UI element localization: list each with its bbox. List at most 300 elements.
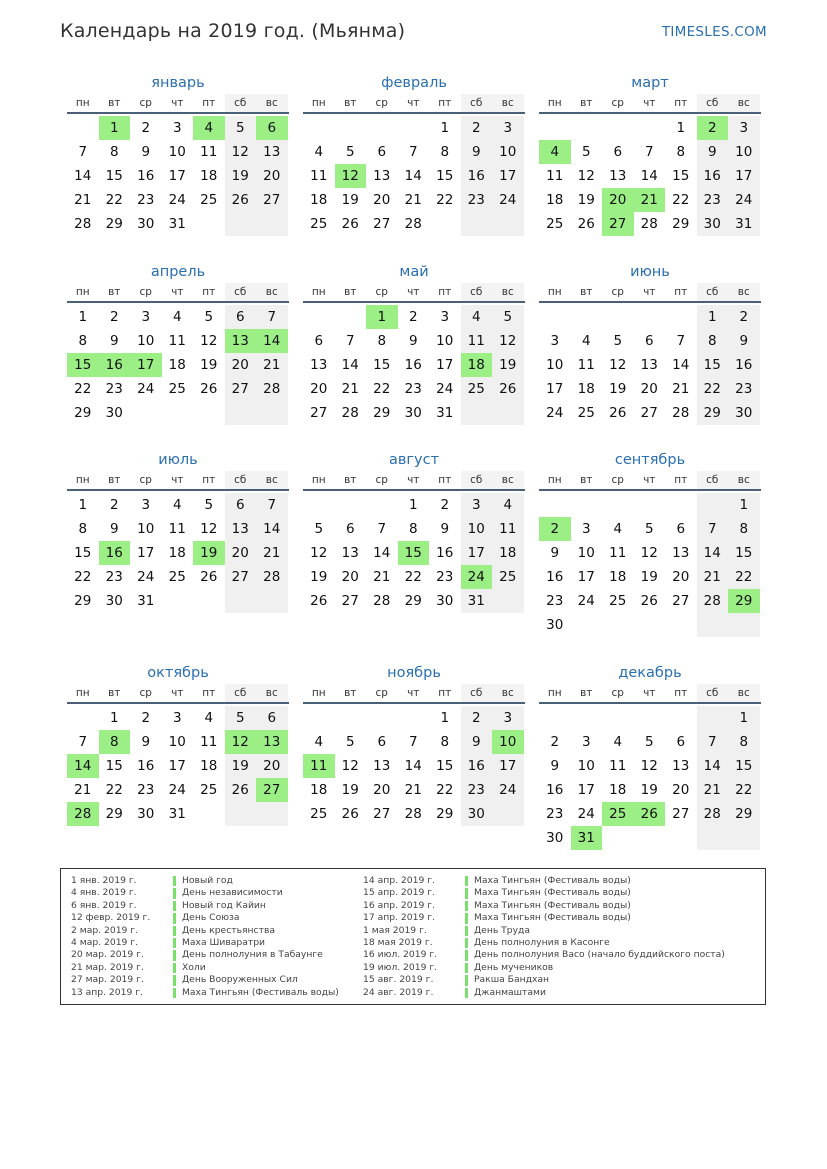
weekday-label: сб [225, 94, 257, 112]
legend-column-left [71, 875, 339, 999]
day-cell: 22 [672, 192, 690, 208]
day-cell: 10 [137, 521, 155, 537]
empty-day-cell [539, 706, 571, 730]
day-cell: 10 [546, 357, 564, 373]
legend-date: 20 мар. 2019 г. [71, 949, 144, 961]
day-cell: 14 [404, 168, 422, 184]
week-row [303, 377, 525, 401]
month-name: октябрь [147, 665, 209, 681]
weekday-label: вт [580, 286, 593, 298]
month-weeks [67, 114, 289, 236]
day-cell: 22 [105, 782, 123, 798]
day-cell: 28 [697, 802, 729, 826]
day-cell: 24 [492, 188, 524, 212]
empty-day-cell [492, 802, 524, 826]
legend-marker [173, 888, 176, 898]
day-cell: 10 [168, 734, 186, 750]
legend-date: 6 янв. 2019 г. [71, 899, 137, 911]
day-cell: 10 [492, 140, 524, 164]
day-cell: 4 [204, 710, 214, 726]
empty-day-cell [398, 116, 430, 140]
day-cell: 22 [373, 381, 391, 397]
legend-holiday-name: Новый год Кайин [182, 899, 266, 911]
day-cell: 9 [408, 333, 418, 349]
month-9 [539, 449, 761, 637]
day-cell: 17 [137, 545, 155, 561]
week-row [67, 353, 289, 377]
day-cell: 30 [728, 401, 760, 425]
weekday-header [67, 283, 289, 303]
day-cell: 16 [728, 353, 760, 377]
day-cell: 17 [492, 754, 524, 778]
legend-date: 1 мая 2019 г. [363, 924, 427, 936]
day-cell: 25 [461, 377, 493, 401]
legend-row [71, 949, 339, 961]
legend-date: 15 авг. 2019 г. [363, 974, 434, 986]
day-cell: 22 [436, 782, 454, 798]
day-cell: 3 [492, 116, 524, 140]
day-cell: 9 [109, 333, 119, 349]
day-cell: 6 [225, 305, 257, 329]
day-cell: 28 [341, 405, 359, 421]
month-name: ноябрь [387, 665, 441, 681]
day-cell: 20 [225, 353, 257, 377]
day-cell: 18 [577, 381, 595, 397]
day-cell: 27 [640, 405, 658, 421]
weekday-label: ср [375, 286, 388, 298]
week-row [67, 188, 289, 212]
legend-column-right [363, 875, 725, 999]
day-cell: 29 [404, 593, 422, 609]
day-cell: 21 [697, 565, 729, 589]
weekday-label: чт [171, 687, 184, 699]
weekday-label: вт [108, 474, 121, 486]
month-name: август [388, 452, 440, 468]
day-cell: 24 [492, 778, 524, 802]
week-row [67, 212, 289, 236]
day-cell: 17 [577, 569, 595, 585]
legend-date: 14 апр. 2019 г. [363, 875, 435, 886]
day-cell: 16 [137, 758, 155, 774]
empty-day-cell [602, 116, 634, 140]
empty-day-cell [697, 706, 729, 730]
legend-holiday-name: Ракша Бандхан [474, 974, 550, 986]
legend-row [363, 912, 725, 924]
day-cell: 16 [697, 164, 729, 188]
day-cell: 15 [728, 541, 760, 565]
weekday-label: вс [728, 94, 760, 112]
weekday-label: вс [256, 283, 288, 301]
empty-day-cell [665, 706, 697, 730]
legend-row [363, 925, 725, 937]
legend-marker [465, 913, 468, 923]
day-cell: 18 [310, 782, 328, 798]
day-cell: 12 [640, 758, 658, 774]
day-cell: 9 [550, 545, 560, 561]
empty-day-cell [256, 802, 288, 826]
empty-day-cell [335, 305, 367, 329]
week-row [67, 802, 289, 826]
day-cell: 5 [314, 521, 324, 537]
day-cell: 2 [141, 710, 151, 726]
week-row [539, 589, 761, 613]
legend-marker [465, 975, 468, 985]
day-cell: 12 [492, 329, 524, 353]
empty-day-cell [193, 401, 225, 425]
day-cell: 13 [225, 517, 257, 541]
month-1 [67, 72, 289, 236]
week-row [67, 565, 289, 589]
day-cell: 24 [137, 381, 155, 397]
day-cell: 5 [225, 706, 257, 730]
day-cell: 1 [728, 493, 760, 517]
empty-day-cell [303, 305, 335, 329]
month-weeks [303, 114, 525, 236]
empty-day-cell [602, 493, 634, 517]
weekday-label: ср [139, 474, 152, 486]
day-cell: 2 [109, 497, 119, 513]
day-cell: 7 [697, 517, 729, 541]
day-cell: 27 [225, 377, 257, 401]
week-row [539, 802, 761, 826]
day-cell: 14 [640, 168, 658, 184]
empty-day-cell [634, 116, 666, 140]
weekday-label: пт [202, 286, 216, 298]
empty-day-cell [697, 613, 729, 637]
day-cell: 22 [728, 778, 760, 802]
weekday-header [539, 94, 761, 114]
day-cell: 15 [105, 168, 123, 184]
day-cell: 6 [613, 144, 623, 160]
day-cell: 6 [676, 521, 686, 537]
empty-day-cell [162, 589, 194, 613]
day-cell: 27 [310, 405, 328, 421]
weekday-header [303, 471, 525, 491]
site-link[interactable]: TIMESLES.COM [661, 24, 767, 40]
day-cell: 12 [200, 333, 218, 349]
weekday-label: сб [461, 684, 493, 702]
empty-day-cell [539, 116, 571, 140]
day-cell: 3 [141, 309, 151, 325]
legend-holiday-name: День Труда [474, 924, 531, 936]
day-cell: 15 [697, 353, 729, 377]
day-cell: 18 [310, 192, 328, 208]
week-row [539, 493, 761, 517]
month-weeks [67, 704, 289, 826]
day-cell: 15 [672, 168, 690, 184]
day-cell: 12 [310, 545, 328, 561]
day-cell: 17 [436, 357, 454, 373]
weekday-label: вт [580, 97, 593, 109]
day-cell: 4 [613, 734, 623, 750]
weekday-label: вт [344, 687, 357, 699]
empty-day-cell [697, 826, 729, 850]
day-cell: 17 [461, 541, 493, 565]
weekday-label: ср [375, 687, 388, 699]
empty-day-cell [335, 116, 367, 140]
legend-holiday-name: День Вооруженных Сил [182, 974, 298, 986]
day-cell: 30 [546, 830, 564, 846]
empty-day-cell [335, 493, 367, 517]
week-row [303, 706, 525, 730]
day-cell: 22 [728, 565, 760, 589]
holiday-day-cell: 19 [193, 541, 225, 565]
day-cell: 3 [141, 497, 151, 513]
week-row [539, 730, 761, 754]
day-cell: 2 [461, 706, 493, 730]
day-cell: 20 [640, 381, 658, 397]
day-cell: 5 [613, 333, 623, 349]
day-cell: 31 [168, 806, 186, 822]
empty-day-cell [67, 706, 99, 730]
day-cell: 23 [404, 381, 422, 397]
week-row [67, 589, 289, 613]
day-cell: 15 [74, 545, 92, 561]
empty-day-cell [728, 613, 760, 637]
legend-marker [465, 926, 468, 936]
day-cell: 22 [436, 192, 454, 208]
day-cell: 4 [314, 144, 324, 160]
empty-day-cell [634, 706, 666, 730]
day-cell: 24 [728, 188, 760, 212]
week-row [539, 541, 761, 565]
day-cell: 7 [697, 730, 729, 754]
day-cell: 14 [697, 541, 729, 565]
day-cell: 13 [256, 140, 288, 164]
weekday-label: вт [344, 474, 357, 486]
legend-marker [465, 988, 468, 998]
day-cell: 21 [74, 192, 92, 208]
day-cell: 9 [141, 144, 151, 160]
weekday-label: пт [202, 474, 216, 486]
empty-day-cell [67, 116, 99, 140]
day-cell: 23 [461, 778, 493, 802]
day-cell: 7 [256, 493, 288, 517]
day-cell: 30 [436, 593, 454, 609]
legend-holiday-name: День независимости [182, 887, 283, 899]
legend-date: 12 февр. 2019 г. [71, 912, 151, 924]
day-cell: 17 [577, 782, 595, 798]
month-name: декабрь [618, 665, 682, 681]
month-weeks [303, 704, 525, 826]
day-cell: 29 [74, 593, 92, 609]
day-cell: 8 [728, 517, 760, 541]
holiday-day-cell: 21 [634, 188, 666, 212]
weekday-label: вт [108, 97, 121, 109]
day-cell: 10 [168, 144, 186, 160]
day-cell: 25 [546, 216, 564, 232]
day-cell: 13 [672, 545, 690, 561]
day-cell: 27 [373, 216, 391, 232]
day-cell: 3 [461, 493, 493, 517]
day-cell: 13 [373, 168, 391, 184]
month-weeks [67, 491, 289, 613]
holiday-day-cell: 11 [303, 754, 335, 778]
legend-date: 16 апр. 2019 г. [363, 899, 435, 911]
empty-day-cell [665, 826, 697, 850]
week-row [539, 188, 761, 212]
day-cell: 28 [404, 806, 422, 822]
day-cell: 6 [676, 734, 686, 750]
day-cell: 29 [436, 806, 454, 822]
week-row [303, 802, 525, 826]
weekday-label: пт [674, 97, 688, 109]
day-cell: 5 [581, 144, 591, 160]
legend-row [71, 974, 339, 986]
legend-row [363, 937, 725, 949]
day-cell: 26 [310, 593, 328, 609]
day-cell: 19 [200, 357, 218, 373]
holiday-day-cell: 4 [539, 140, 571, 164]
legend-holiday-name: День Союза [182, 912, 240, 924]
day-cell: 3 [581, 734, 591, 750]
day-cell: 23 [461, 188, 493, 212]
holiday-day-cell: 27 [256, 778, 288, 802]
legend-date: 15 апр. 2019 г. [363, 887, 435, 899]
day-cell: 12 [200, 521, 218, 537]
weekday-label: вс [492, 471, 524, 489]
day-cell: 17 [546, 381, 564, 397]
day-cell: 28 [404, 216, 422, 232]
day-cell: 14 [697, 754, 729, 778]
empty-day-cell [602, 305, 634, 329]
weekday-label: пн [311, 286, 326, 298]
day-cell: 3 [440, 309, 450, 325]
day-cell: 2 [440, 497, 450, 513]
weekday-label: пн [547, 286, 562, 298]
holiday-day-cell: 15 [67, 353, 99, 377]
day-cell: 9 [461, 140, 493, 164]
day-cell: 26 [200, 569, 218, 585]
week-row [67, 377, 289, 401]
day-cell: 3 [492, 706, 524, 730]
legend-holiday-name: Джанмаштами [474, 986, 546, 998]
day-cell: 3 [581, 521, 591, 537]
holiday-day-cell: 1 [366, 305, 398, 329]
month-7 [67, 449, 289, 613]
weekday-label: вс [492, 684, 524, 702]
day-cell: 4 [613, 521, 623, 537]
day-cell: 8 [408, 521, 418, 537]
weekday-label: сб [697, 471, 729, 489]
day-cell: 19 [225, 754, 257, 778]
day-cell: 21 [74, 782, 92, 798]
day-cell: 30 [546, 617, 564, 633]
day-cell: 6 [314, 333, 324, 349]
legend-row [71, 925, 339, 937]
holiday-day-cell: 12 [335, 164, 367, 188]
weekday-label: вт [344, 97, 357, 109]
day-cell: 13 [341, 545, 359, 561]
weekday-label: чт [643, 687, 656, 699]
weekday-label: ср [611, 687, 624, 699]
week-row [67, 754, 289, 778]
empty-day-cell [303, 116, 335, 140]
day-cell: 23 [137, 782, 155, 798]
weekday-label: чт [171, 286, 184, 298]
day-cell: 25 [577, 405, 595, 421]
holiday-day-cell: 16 [99, 541, 131, 565]
week-row [539, 116, 761, 140]
weekday-label: ср [375, 97, 388, 109]
week-row [67, 541, 289, 565]
day-cell: 27 [225, 565, 257, 589]
day-cell: 13 [640, 357, 658, 373]
day-cell: 29 [74, 405, 92, 421]
day-cell: 26 [225, 188, 257, 212]
legend-date: 2 мар. 2019 г. [71, 924, 139, 936]
day-cell: 18 [168, 357, 186, 373]
day-cell: 25 [310, 806, 328, 822]
day-cell: 8 [440, 734, 450, 750]
month-name: февраль [381, 75, 447, 91]
day-cell: 12 [341, 758, 359, 774]
day-cell: 18 [168, 545, 186, 561]
day-cell: 21 [672, 381, 690, 397]
legend-date: 27 мар. 2019 г. [71, 974, 144, 986]
weekday-label: пт [202, 97, 216, 109]
legend-holiday-name: День полнолуния в Табаунге [182, 949, 323, 961]
day-cell: 21 [341, 381, 359, 397]
weekday-label: пн [75, 97, 90, 109]
month-5 [303, 261, 525, 425]
legend-row [363, 962, 725, 974]
day-cell: 24 [546, 405, 564, 421]
day-cell: 5 [204, 309, 214, 325]
day-cell: 29 [373, 405, 391, 421]
empty-day-cell [665, 613, 697, 637]
empty-day-cell [571, 613, 603, 637]
day-cell: 8 [676, 144, 686, 160]
week-row [67, 116, 289, 140]
legend-holiday-name: День полнолуния в Касонге [474, 936, 610, 948]
weekday-label: чт [407, 687, 420, 699]
legend-row [71, 900, 339, 912]
legend-marker [173, 950, 176, 960]
weekday-label: вс [728, 283, 760, 301]
legend-row [71, 937, 339, 949]
day-cell: 23 [546, 593, 564, 609]
day-cell: 21 [256, 541, 288, 565]
day-cell: 15 [373, 357, 391, 373]
legend-marker [173, 876, 176, 886]
day-cell: 7 [676, 333, 686, 349]
holiday-day-cell: 17 [130, 353, 162, 377]
day-cell: 9 [550, 758, 560, 774]
day-cell: 16 [404, 357, 422, 373]
legend-row [71, 962, 339, 974]
empty-day-cell [571, 305, 603, 329]
day-cell: 4 [172, 309, 182, 325]
holiday-day-cell: 29 [728, 589, 760, 613]
empty-day-cell [665, 493, 697, 517]
day-cell: 31 [728, 212, 760, 236]
week-row [303, 589, 525, 613]
week-row [539, 401, 761, 425]
day-cell: 1 [78, 497, 88, 513]
weekday-label: вс [728, 471, 760, 489]
day-cell: 11 [200, 144, 218, 160]
day-cell: 20 [672, 569, 690, 585]
weekday-label: ср [139, 286, 152, 298]
day-cell: 19 [341, 782, 359, 798]
month-10 [67, 662, 289, 826]
week-row [67, 164, 289, 188]
day-cell: 3 [550, 333, 560, 349]
day-cell: 28 [256, 565, 288, 589]
empty-day-cell [634, 493, 666, 517]
weekday-label: вт [108, 286, 121, 298]
